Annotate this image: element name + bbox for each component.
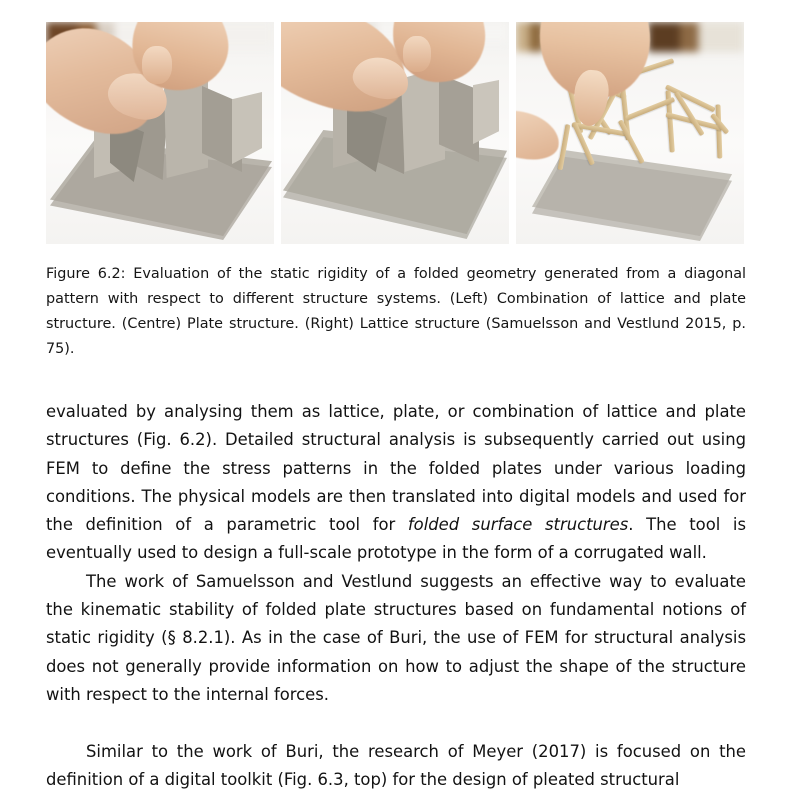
figure-caption-text: Evaluation of the static rigidity of a folded geometry generated from a diagonal pattern with respect to different structure systems. (Left) Combination of lattice and plate structure. (Centre) Plate structure. (Right) Lattice structure (Samuelsson and Vestlund 2015, p. 75). bbox=[46, 266, 747, 357]
finger-right bbox=[403, 36, 431, 72]
paragraph-3: Similar to the work of Buri, the research of Meyer (2017) is focused on the definition of a digital toolkit (Fig. 6.3, top) for the design of pleated structural bbox=[46, 741, 746, 789]
figure-photo-left bbox=[46, 22, 274, 244]
figure-caption bbox=[46, 262, 746, 362]
figure-photo-right bbox=[516, 22, 744, 244]
paragraph-2: The work of Samuelsson and Vestlund suggests an effective way to evaluate the kinematic stability of folded plate structures based on fundamental notions of static rigidity (§ 8.2.1). As in the case of Buri, the use of FEM for structural analysis does not generally provide information on how to adjust the shape of the structure with respect to the internal forces. bbox=[46, 571, 746, 704]
figure-photo-centre bbox=[281, 22, 509, 244]
figure-caption-label: Figure 6.2: bbox=[46, 266, 126, 282]
finger-right bbox=[142, 46, 172, 84]
paragraph-1-tail: . The tool is eventually used to design a full-scale prototype in the form of a corrugated wall. bbox=[46, 515, 746, 563]
body-text bbox=[46, 398, 746, 794]
paragraph-1 bbox=[46, 398, 746, 568]
figure-6-2-images bbox=[46, 22, 746, 244]
paragraph-1-head: evaluated by analysing them as lattice, plate, or combination of lattice and plate structures (Fig. 6.2). Detailed structural analysis is subsequently carried out using FEM to define the stress patterns in the folded plates under various loading conditions. The physical models are then translated into digital models and used for the definition of a parametric tool for bbox=[46, 402, 746, 535]
paragraph-1-emphasis: folded surface structures bbox=[407, 515, 629, 535]
